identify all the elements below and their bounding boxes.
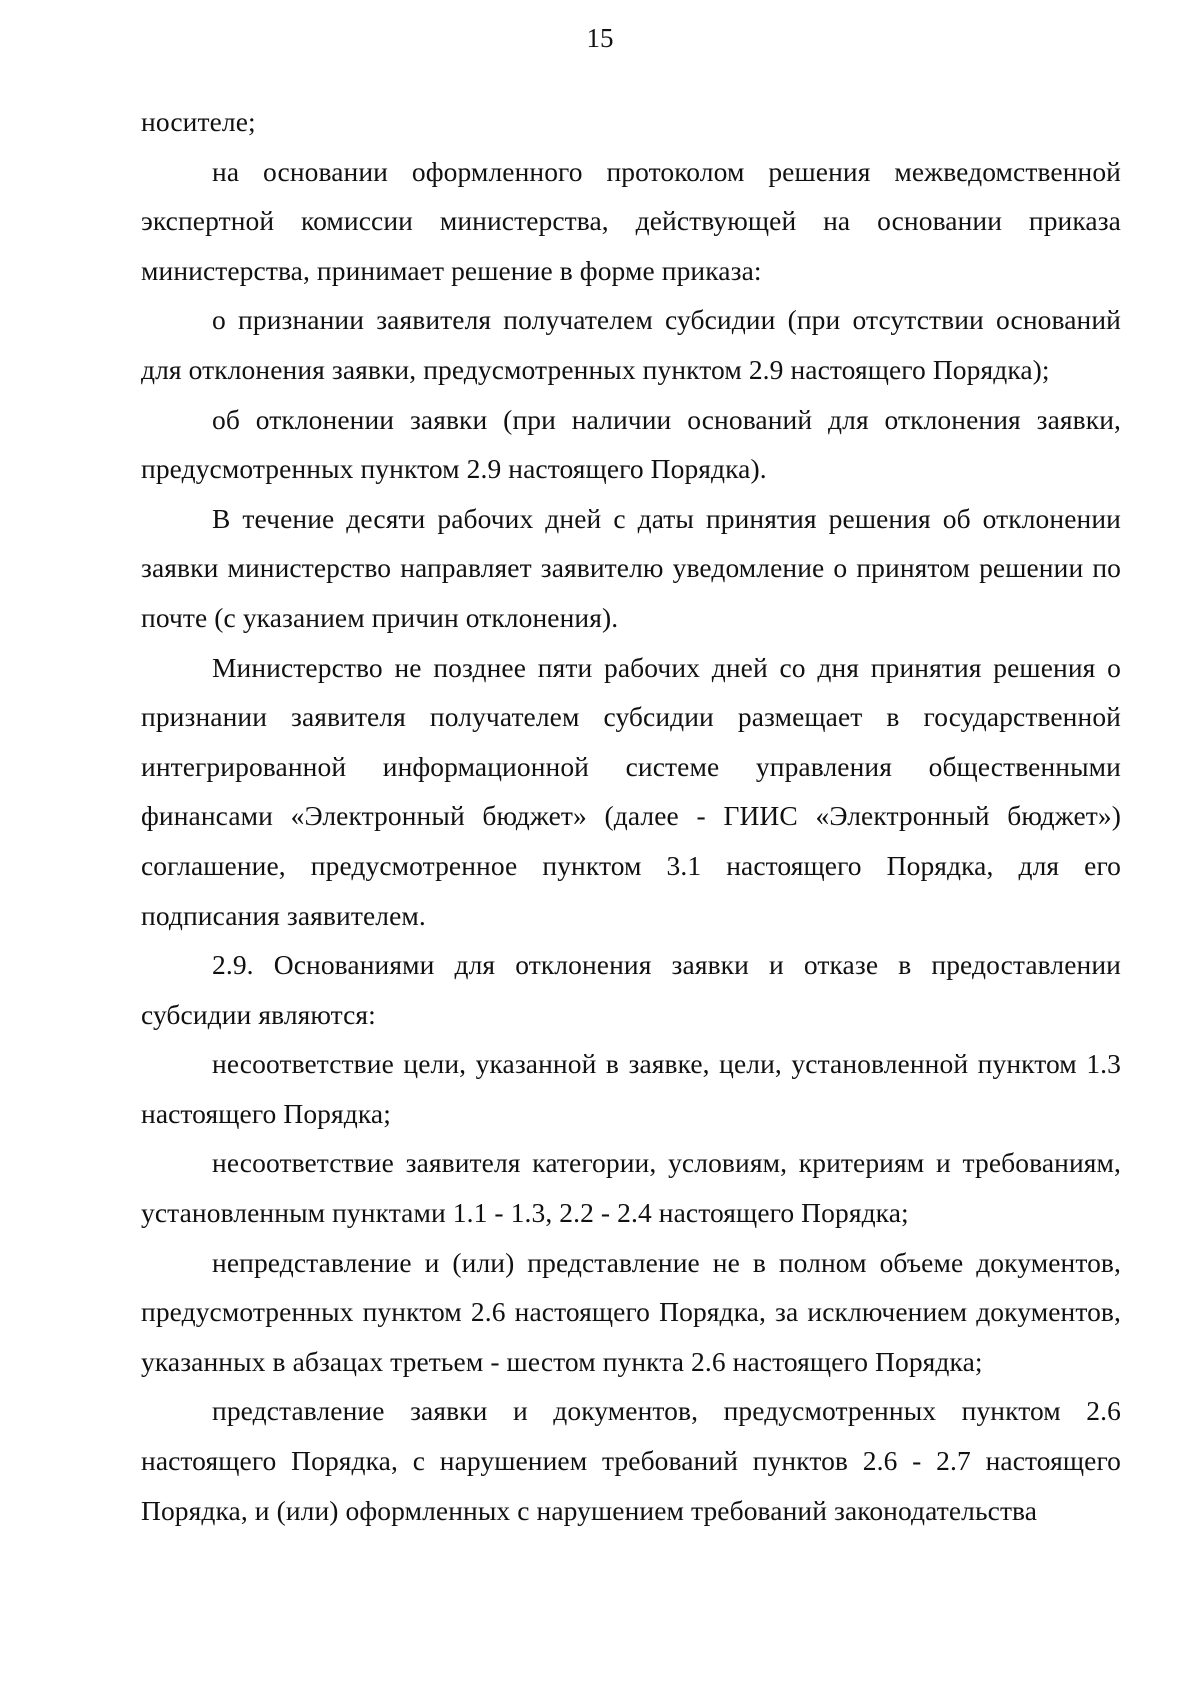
paragraph-rejection: об отклонении заявки (при наличии оснований для отклонения заявки, предусмотренных пунктом 2.9 настоящего Порядка).	[141, 403, 1121, 485]
paragraph-agreement: Министерство не позднее пяти рабочих дней со дня принятия решения о признании заявителя получателем субсидии размещает в государственной интегрированной информационной системе управления общественными финансами «Электронный бюджет» (далее - ГИИС «Электронный бюджет») соглашение, предусмотренное пунктом 3.1 настоящего Порядка, для его подписания заявителем.	[141, 651, 1121, 931]
paragraph-recognition: о признании заявителя получателем субсидии (при отсутствии оснований для отклонения заявки, предусмотренных пунктом 2.9 настоящего Порядка);	[141, 304, 1121, 385]
paragraph-commission-decision: на основании оформленного протоколом решения межведомственной экспертной комиссии министерства, действующей на основании приказа министерства, принимает решение в форме приказа:	[141, 155, 1121, 286]
paragraph-continuation: носителе;	[141, 106, 256, 137]
paragraph-documents-violation: представление заявки и документов, предусмотренных пунктом 2.6 настоящего Порядка, с нарушением требований пунктов 2.6 - 2.7 настоящего Порядка, и (или) оформленных с нарушением требований законодательства	[141, 1395, 1121, 1526]
paragraph-section-2-9: 2.9. Основаниями для отклонения заявки и отказе в предоставлении субсидии являются:	[141, 949, 1121, 1030]
page-number: 15	[586, 23, 614, 53]
paragraph-goal-mismatch: несоответствие цели, указанной в заявке, цели, установленной пунктом 1.3 настоящего Порядка;	[141, 1048, 1121, 1129]
paragraph-applicant-mismatch: несоответствие заявителя категории, условиям, критериям и требованиям, установленным пунктами 1.1 - 1.3, 2.2 - 2.4 настоящего Порядка;	[141, 1147, 1121, 1229]
document-body	[141, 97, 1121, 1535]
paragraph-documents-missing: непредставление и (или) представление не в полном объеме документов, предусмотренных пунктом 2.6 настоящего Порядка, за исключением документов, указанных в абзацах третьем - шестом пункта 2.6 настоящего Порядка;	[141, 1246, 1121, 1377]
paragraph-notification: В течение десяти рабочих дней с даты принятия решения об отклонении заявки министерство направляет заявителю уведомление о принятом решении по почте (с указанием причин отклонения).	[141, 502, 1121, 633]
